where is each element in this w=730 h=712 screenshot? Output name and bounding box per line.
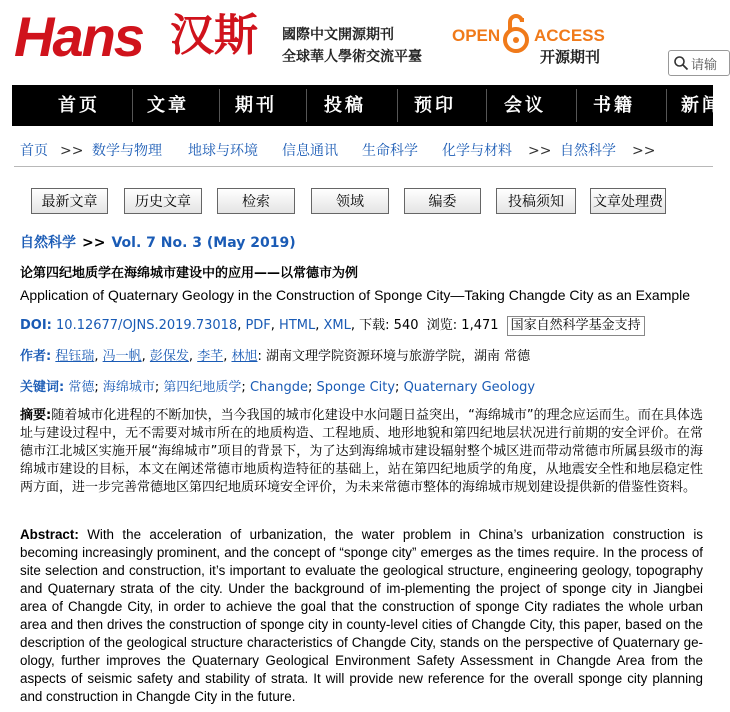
- author-link[interactable]: 程钰瑞: [55, 349, 95, 364]
- author-link[interactable]: 林旭: [231, 349, 258, 364]
- doi-row: DOI: 10.12677/OJNS.2019.73018, PDF, HTML, XML, 下载: 540 浏览: 1,471 国家自然科学基金支持: [20, 315, 645, 337]
- xml-link[interactable]: XML: [323, 318, 351, 333]
- abstract-cn: [20, 407, 703, 497]
- breadcrumb-information[interactable]: 信息通讯: [282, 143, 338, 159]
- nav-divider: [219, 89, 220, 122]
- site-tagline: [282, 24, 422, 68]
- breadcrumb-math-physics[interactable]: 数学与物理: [92, 143, 162, 159]
- fields-button[interactable]: 领域: [311, 188, 389, 214]
- issue-info: [20, 233, 296, 253]
- site-header: [0, 0, 718, 82]
- breadcrumb-separator: >>: [528, 143, 552, 159]
- issue-category-link[interactable]: 自然科学: [20, 235, 76, 251]
- nav-conferences[interactable]: 会议: [504, 95, 546, 116]
- nav-divider: [132, 89, 133, 122]
- keyword-link[interactable]: 海绵城市: [102, 380, 155, 395]
- nav-preprint[interactable]: 预印: [414, 95, 456, 116]
- html-link[interactable]: HTML: [279, 318, 316, 333]
- nav-articles[interactable]: 文章: [147, 95, 189, 116]
- breadcrumb-earth-environment[interactable]: 地球与环境: [188, 143, 258, 159]
- latest-articles-button[interactable]: 最新文章: [31, 188, 108, 214]
- keyword-link[interactable]: 第四纪地质学: [163, 380, 242, 395]
- search-icon: [673, 55, 689, 71]
- article-title-cn: 论第四纪地质学在海绵城市建设中的应用——以常德市为例: [20, 266, 359, 281]
- downloads-label: 下载:: [359, 318, 390, 333]
- open-access-logo[interactable]: [452, 10, 604, 70]
- main-nav: [12, 85, 723, 126]
- doi-label: DOI:: [20, 318, 52, 333]
- apc-button[interactable]: 文章处理费: [590, 188, 666, 214]
- downloads-count: 540: [393, 318, 419, 333]
- search-box[interactable]: [668, 50, 730, 76]
- hans-logo-cn[interactable]: 汉斯: [170, 10, 258, 61]
- pdf-link[interactable]: PDF: [245, 318, 271, 333]
- author-link[interactable]: 李芊: [197, 349, 224, 364]
- breadcrumb-home[interactable]: 首页: [20, 143, 48, 159]
- breadcrumb-chemistry-materials[interactable]: 化学与材料: [442, 143, 512, 159]
- tagline-line-1: 國際中文開源期刊: [282, 27, 394, 43]
- authors-row: 作者: 程钰瑞, 冯一帆, 彭保发, 李芊, 林旭: 湖南文理学院资源环境与旅游学院，湖南 常德: [20, 349, 531, 364]
- oa-open-text: OPEN: [452, 26, 501, 45]
- oa-cn-text: 开源期刊: [540, 48, 601, 66]
- doi-link[interactable]: 10.12677/OJNS.2019.73018: [56, 318, 238, 333]
- journal-button-bar: [0, 188, 713, 216]
- keyword-link[interactable]: Quaternary Geology: [403, 380, 536, 395]
- nav-divider: [576, 89, 577, 122]
- nav-divider: [397, 89, 398, 122]
- nav-news[interactable]: 新闻: [681, 95, 723, 116]
- views-label: 浏览:: [426, 318, 458, 333]
- nav-home[interactable]: 首页: [58, 95, 100, 116]
- views-count: 1,471: [461, 318, 499, 333]
- nav-books[interactable]: 书籍: [593, 95, 635, 116]
- nav-journals[interactable]: 期刊: [235, 95, 277, 116]
- breadcrumb-separator: >>: [60, 143, 84, 159]
- search-button[interactable]: 检索: [217, 188, 295, 214]
- open-lock-icon: [504, 12, 528, 54]
- hans-logo[interactable]: Hans: [14, 5, 143, 68]
- nav-divider: [666, 89, 667, 122]
- nav-divider: [306, 89, 307, 122]
- keyword-link[interactable]: Changde: [249, 380, 308, 395]
- article-title-en: Application of Quaternary Geology in the Construction of Sponge City—Taking Changde City as an Example: [20, 287, 691, 303]
- tagline-line-2: 全球華人學術交流平臺: [282, 49, 422, 65]
- issue-separator: >>: [82, 235, 106, 251]
- abstract-cn-label: 摘要:: [20, 408, 52, 423]
- submission-guide-button[interactable]: 投稿须知: [496, 188, 576, 214]
- breadcrumb-natural-science[interactable]: 自然科学: [560, 143, 616, 159]
- abstract-en-text: With the acceleration of urbanization, the water problem in China’s urbanization construction is becoming increasingly prominent, and the concept of “sponge city” emerges as the times require. In the process of site selection and construction, it’s important to evaluate the geological structure, engineering geology, topography and Quaternary strata of the city. Under the background of im-plementing the project of sponge city in Jiangbei area of Changde City, in order to achieve the goal that the construction of sponge City radiates the whole urban area and then drives the construction of sponge city in county-level cities of Changde City, this paper, based on the description of the geological structure characteristics of Changde City, stands on the perspective of Quaternary ge-ology, further improves the Quaternary Geological Environment Safety Assessment in Changde Area from the aspects of seismic safety and stability of strata. It will provide new reference for the overall sponge city planning and construction in Changde City in the future.: [20, 527, 703, 704]
- authors-label: 作者:: [20, 349, 52, 364]
- abstract-cn-text: 随着城市化进程的不断加快，当今我国的城市化建设中水问题日益突出，“海绵城市”的理念应运而生。而在具体选址与建设过程中，无不需要对城市所在的地质构造、工程地质、地形地貌和第四纪地层状况进行前期的安全评价。在常德市江北城区实施开展“海绵城市”项目的背景下，为了达到海绵城市建设辐射整个城区进而带动常德市所属县级市的海绵城市建设的目标，本文在阐述常德市地质构造特征的基础上，站在第四纪地质学的角度，从地震安全性和地层稳定性两方面，进一步完善常德地区第四纪地质环境安全评价，为未来常德市整体的海绵城市规划建设提供新的借鉴性资料。: [20, 408, 703, 495]
- breadcrumb: [14, 138, 713, 167]
- editorial-board-button[interactable]: 编委: [404, 188, 481, 214]
- keyword-link[interactable]: 常德: [68, 380, 95, 395]
- funding-badge[interactable]: 国家自然科学基金支持: [507, 316, 645, 336]
- abstract-en-label: Abstract:: [20, 527, 79, 542]
- nav-divider: [486, 89, 487, 122]
- abstract-en: [20, 526, 703, 706]
- oa-access-text: ACCESS: [534, 26, 605, 45]
- breadcrumb-life-science[interactable]: 生命科学: [362, 143, 418, 159]
- search-input[interactable]: 请输: [691, 58, 718, 73]
- keywords-label: 关键词:: [20, 380, 65, 395]
- author-affiliation: 湖南文理学院资源环境与旅游学院，湖南 常德: [266, 349, 531, 364]
- author-link[interactable]: 彭保发: [149, 349, 189, 364]
- issue-volume-link[interactable]: Vol. 7 No. 3 (May 2019): [111, 235, 296, 251]
- keywords-row: 关键词: 常德; 海绵城市; 第四纪地质学; Changde; Sponge City; Quaternary Geology: [20, 380, 536, 395]
- nav-submit[interactable]: 投稿: [324, 95, 366, 116]
- author-link[interactable]: 冯一帆: [102, 349, 142, 364]
- keyword-link[interactable]: Sponge City: [316, 380, 396, 395]
- past-articles-button[interactable]: 历史文章: [124, 188, 202, 214]
- breadcrumb-separator: >>: [632, 143, 656, 159]
